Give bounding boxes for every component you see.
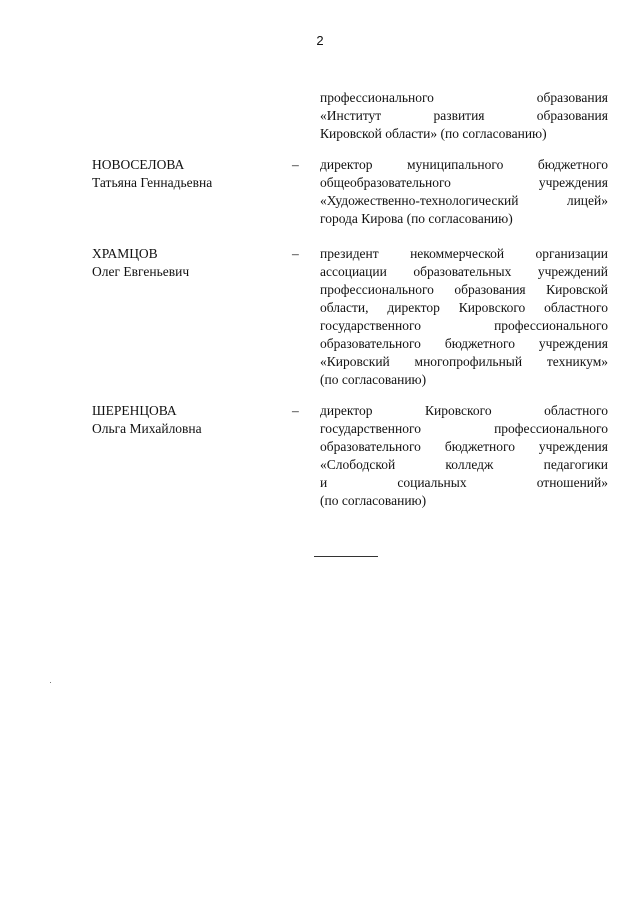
- member-surname: ШЕРЕНЦОВА: [92, 403, 177, 418]
- member-name: [92, 402, 282, 438]
- member-given-names: Олег Евгеньевич: [92, 264, 190, 279]
- description-line: области, директор Кировского областного: [320, 300, 608, 315]
- member-description: [320, 156, 608, 228]
- member-surname: ХРАМЦОВ: [92, 246, 158, 261]
- continued-description: [320, 89, 608, 143]
- page-number: 2: [316, 33, 324, 48]
- description-line: государственного профессионального: [320, 421, 608, 436]
- description-line: (по согласованию): [320, 493, 427, 508]
- member-name: [92, 156, 282, 192]
- description-line: ассоциации образовательных учреждений: [320, 264, 608, 279]
- member-surname: НОВОСЕЛОВА: [92, 157, 185, 172]
- member-given-names: Татьяна Геннадьевна: [92, 175, 213, 190]
- description-line: образовательного бюджетного учреждения: [320, 439, 608, 454]
- description-line: «Художественно-технологический лицей»: [320, 193, 608, 208]
- description-line: «Кировский многопрофильный техникум»: [320, 354, 608, 369]
- member-name: [92, 245, 282, 281]
- description-line: города Кирова (по согласованию): [320, 211, 513, 226]
- end-of-list-rule: [314, 556, 378, 557]
- dash-separator: –: [292, 246, 299, 261]
- description-line: и социальных отношений»: [320, 475, 608, 490]
- member-description: [320, 402, 608, 510]
- description-line: директор Кировского областного: [320, 403, 608, 418]
- description-line: профессионального образования Кировской: [320, 282, 608, 297]
- dash-separator: –: [292, 157, 299, 172]
- member-given-names: Ольга Михайловна: [92, 421, 202, 436]
- dash-separator: –: [292, 403, 299, 418]
- description-line: директор муниципального бюджетного: [320, 157, 608, 172]
- description-line: президент некоммерческой организации: [320, 246, 608, 261]
- description-line: профессионального образования: [320, 90, 608, 105]
- description-line: государственного профессионального: [320, 318, 608, 333]
- description-line: образовательного бюджетного учреждения: [320, 336, 608, 351]
- description-line: «Слободской колледж педагогики: [320, 457, 608, 472]
- description-line: общеобразовательного учреждения: [320, 175, 608, 190]
- description-line: «Институт развития образования: [320, 108, 608, 123]
- description-line: (по согласованию): [320, 372, 427, 387]
- description-line: Кировской области» (по согласованию): [320, 126, 547, 141]
- member-description: [320, 245, 608, 389]
- scan-speck: [50, 682, 51, 683]
